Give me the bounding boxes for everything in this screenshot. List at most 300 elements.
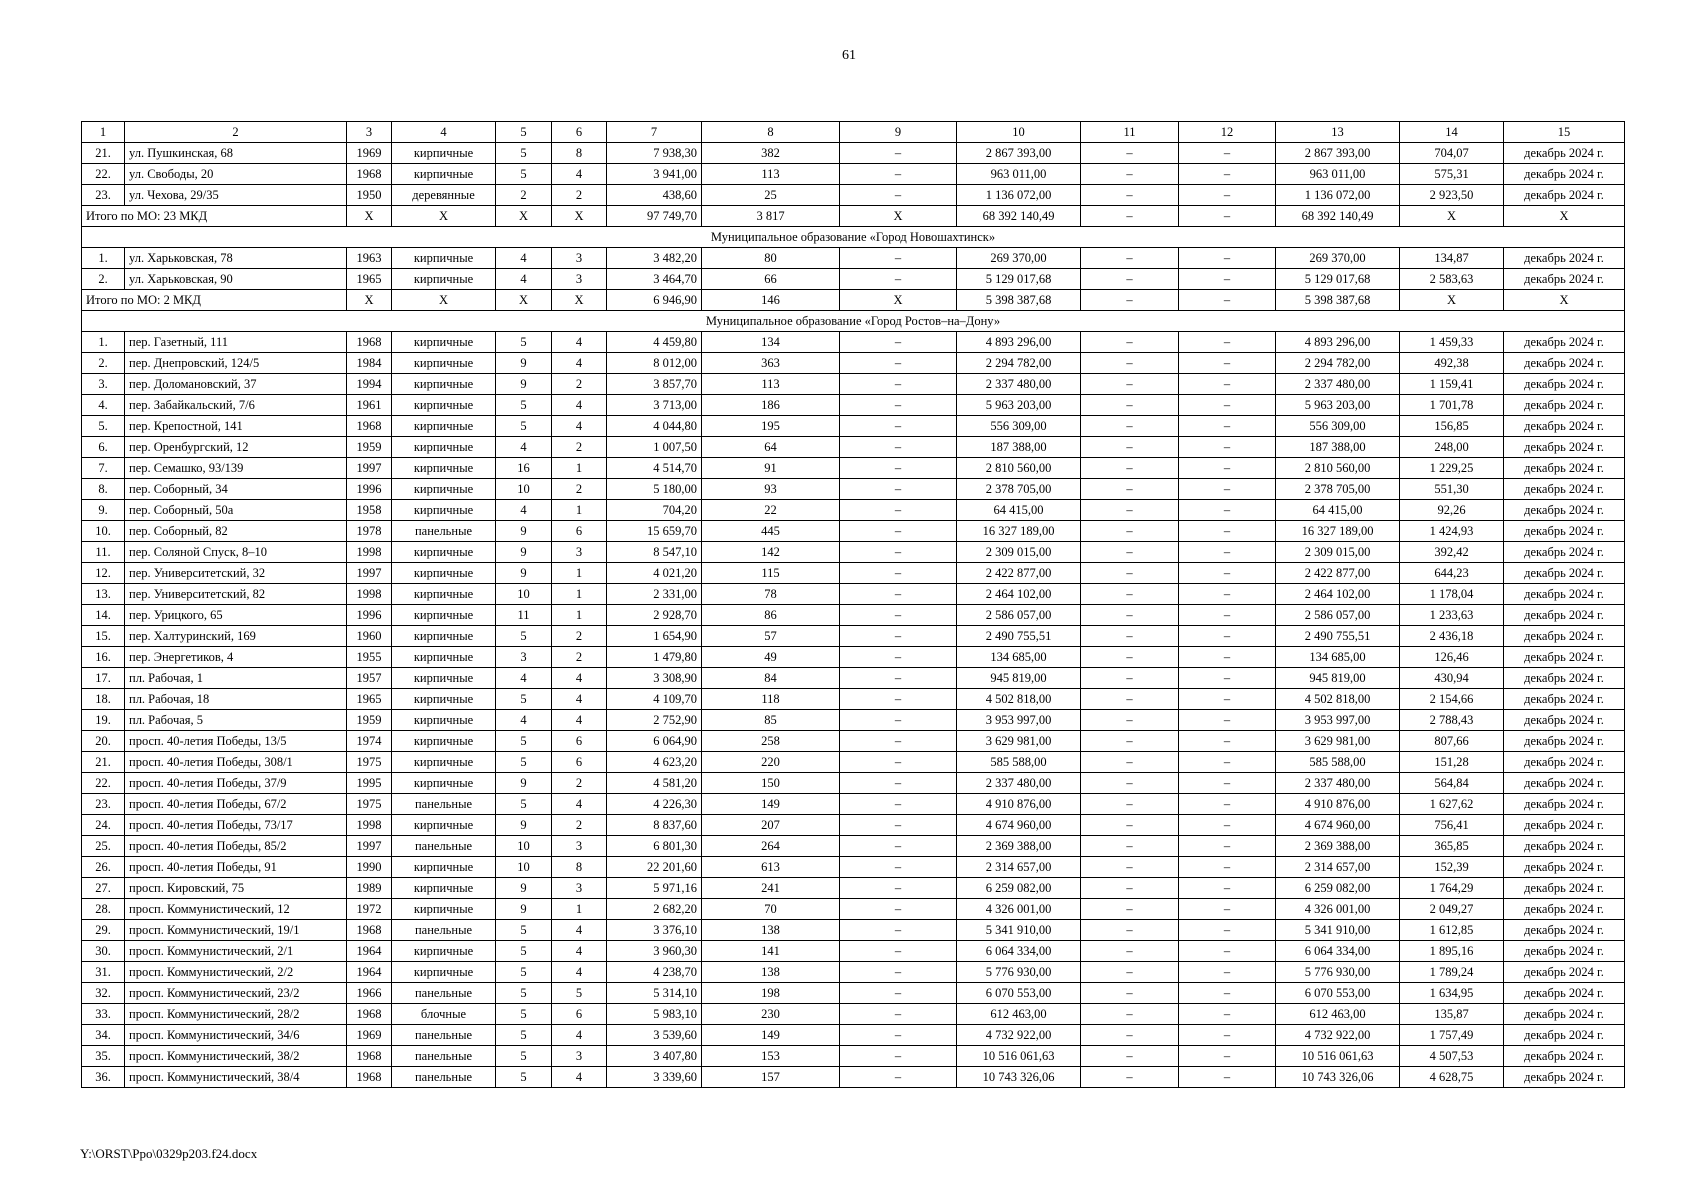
table-cell: блочные <box>392 1004 496 1025</box>
table-row <box>82 143 1625 164</box>
table-cell: 16 327 189,00 <box>957 521 1081 542</box>
table-cell: 4 <box>496 710 552 731</box>
table-cell: – <box>840 731 957 752</box>
table-cell: 2 369 388,00 <box>1276 836 1400 857</box>
table-row <box>82 878 1625 899</box>
table-cell: 945 819,00 <box>957 668 1081 689</box>
address-cell: просп. Коммунистический, 2/2 <box>125 962 347 983</box>
table-cell: 4 <box>496 437 552 458</box>
table-cell: декабрь 2024 г. <box>1504 794 1625 815</box>
table-cell: 4 <box>552 164 607 185</box>
table-cell: – <box>840 332 957 353</box>
table-cell: 6 259 082,00 <box>957 878 1081 899</box>
table-cell: – <box>1081 521 1179 542</box>
row-number-cell: 23. <box>82 794 125 815</box>
table-cell: – <box>1179 773 1276 794</box>
table-row <box>82 437 1625 458</box>
column-number-header: 5 <box>496 122 552 143</box>
row-number-cell: 2. <box>82 353 125 374</box>
table-cell: – <box>1081 374 1179 395</box>
table-cell: 1998 <box>347 542 392 563</box>
table-cell: 612 463,00 <box>1276 1004 1400 1025</box>
table-cell: 4 109,70 <box>607 689 702 710</box>
table-cell: 1 229,25 <box>1400 458 1504 479</box>
table-cell: 5 776 930,00 <box>1276 962 1400 983</box>
table-cell: 187 388,00 <box>957 437 1081 458</box>
table-cell: декабрь 2024 г. <box>1504 269 1625 290</box>
table-cell: – <box>1081 269 1179 290</box>
table-row <box>82 1004 1625 1025</box>
column-number-header: 14 <box>1400 122 1504 143</box>
table-cell: 6 <box>552 752 607 773</box>
table-cell: – <box>840 542 957 563</box>
table-cell: 5 <box>496 1046 552 1067</box>
table-cell: – <box>1179 437 1276 458</box>
address-cell: пер. Энергетиков, 4 <box>125 647 347 668</box>
table-cell: – <box>1081 248 1179 269</box>
table-cell: 1 627,62 <box>1400 794 1504 815</box>
table-cell: 4 <box>552 332 607 353</box>
table-cell: 85 <box>702 710 840 731</box>
table-cell: 2 <box>552 773 607 794</box>
table-cell: 5 <box>496 794 552 815</box>
table-row <box>82 1067 1625 1088</box>
table-cell: – <box>840 710 957 731</box>
address-cell: ул. Пушкинская, 68 <box>125 143 347 164</box>
table-cell: 5 129 017,68 <box>1276 269 1400 290</box>
table-cell: – <box>1081 962 1179 983</box>
table-cell: 64 <box>702 437 840 458</box>
table-cell: декабрь 2024 г. <box>1504 857 1625 878</box>
table-cell: 2 928,70 <box>607 605 702 626</box>
column-number-header: 2 <box>125 122 347 143</box>
table-cell: кирпичные <box>392 899 496 920</box>
table-cell: – <box>1081 395 1179 416</box>
table-cell: панельные <box>392 983 496 1004</box>
table-cell: 4 044,80 <box>607 416 702 437</box>
table-cell: – <box>840 689 957 710</box>
table-cell: 3 629 981,00 <box>957 731 1081 752</box>
row-number-cell: 21. <box>82 143 125 164</box>
address-cell: ул. Харьковская, 90 <box>125 269 347 290</box>
table-cell: 4 732 922,00 <box>957 1025 1081 1046</box>
table-cell: 2 <box>552 479 607 500</box>
table-cell: 4 502 818,00 <box>957 689 1081 710</box>
table-cell: 3 308,90 <box>607 668 702 689</box>
table-cell: – <box>1179 836 1276 857</box>
table-cell: – <box>1179 458 1276 479</box>
table-row <box>82 962 1625 983</box>
table-cell: 5 <box>496 626 552 647</box>
table-cell: декабрь 2024 г. <box>1504 563 1625 584</box>
table-cell: 2 422 877,00 <box>957 563 1081 584</box>
table-cell: – <box>840 626 957 647</box>
table-cell: 1 <box>552 899 607 920</box>
row-number-cell: 18. <box>82 689 125 710</box>
table-cell: 70 <box>702 899 840 920</box>
column-number-header: 7 <box>607 122 702 143</box>
table-cell: 1997 <box>347 836 392 857</box>
subtotal-cell: Х <box>840 206 957 227</box>
table-cell: декабрь 2024 г. <box>1504 920 1625 941</box>
table-cell: 8 <box>552 857 607 878</box>
table-cell: 8 012,00 <box>607 353 702 374</box>
table-cell: – <box>840 605 957 626</box>
table-cell: декабрь 2024 г. <box>1504 836 1625 857</box>
table-cell: – <box>840 185 957 206</box>
table-cell: – <box>840 521 957 542</box>
table-cell: 152,39 <box>1400 857 1504 878</box>
table-cell: 269 370,00 <box>1276 248 1400 269</box>
table-cell: 4 <box>552 416 607 437</box>
address-cell: просп. Коммунистический, 28/2 <box>125 1004 347 1025</box>
table-cell: 138 <box>702 962 840 983</box>
subtotal-label: Итого по МО: 2 МКД <box>82 290 347 311</box>
table-cell: 1950 <box>347 185 392 206</box>
subtotal-cell: 5 398 387,68 <box>1276 290 1400 311</box>
table-cell: – <box>840 962 957 983</box>
table-cell: 5 <box>496 941 552 962</box>
table-cell: – <box>1081 500 1179 521</box>
table-cell: 1965 <box>347 689 392 710</box>
table-cell: 3 <box>552 248 607 269</box>
table-cell: декабрь 2024 г. <box>1504 1025 1625 1046</box>
table-cell: 3 <box>552 1046 607 1067</box>
table-cell: 10 <box>496 584 552 605</box>
table-cell: 1978 <box>347 521 392 542</box>
column-number-header: 6 <box>552 122 607 143</box>
table-cell: 2 378 705,00 <box>957 479 1081 500</box>
table-cell: 195 <box>702 416 840 437</box>
table-cell: 585 588,00 <box>957 752 1081 773</box>
table-row <box>82 794 1625 815</box>
table-cell: 4 <box>552 1025 607 1046</box>
address-cell: пер. Оренбургский, 12 <box>125 437 347 458</box>
table-cell: декабрь 2024 г. <box>1504 605 1625 626</box>
table-cell: 220 <box>702 752 840 773</box>
table-row <box>82 332 1625 353</box>
table-cell: 1968 <box>347 1004 392 1025</box>
table-cell: 2 337 480,00 <box>957 773 1081 794</box>
table-row <box>82 353 1625 374</box>
table-cell: – <box>1179 1067 1276 1088</box>
table-cell: 3 <box>552 836 607 857</box>
table-cell: 4 326 001,00 <box>957 899 1081 920</box>
table-row <box>82 983 1625 1004</box>
table-cell: 186 <box>702 395 840 416</box>
row-number-cell: 27. <box>82 878 125 899</box>
table-cell: – <box>840 794 957 815</box>
table-cell: 6 <box>552 731 607 752</box>
table-cell: декабрь 2024 г. <box>1504 143 1625 164</box>
subtotal-cell: – <box>1081 206 1179 227</box>
subtotal-cell: 3 817 <box>702 206 840 227</box>
table-cell: 2 586 057,00 <box>957 605 1081 626</box>
table-cell: 3 482,20 <box>607 248 702 269</box>
table-cell: декабрь 2024 г. <box>1504 1046 1625 1067</box>
table-cell: 6 070 553,00 <box>1276 983 1400 1004</box>
table-cell: 5 <box>496 1067 552 1088</box>
table-cell: – <box>1081 899 1179 920</box>
table-cell: – <box>1081 815 1179 836</box>
table-cell: 5 <box>496 983 552 1004</box>
table-cell: 3 941,00 <box>607 164 702 185</box>
table-cell: 2 337 480,00 <box>957 374 1081 395</box>
table-cell: 2 <box>496 185 552 206</box>
table-cell: 445 <box>702 521 840 542</box>
table-cell: декабрь 2024 г. <box>1504 710 1625 731</box>
table-cell: – <box>1081 1046 1179 1067</box>
table-cell: – <box>1179 878 1276 899</box>
table-cell: 8 <box>552 143 607 164</box>
table-cell: 258 <box>702 731 840 752</box>
table-cell: 1994 <box>347 374 392 395</box>
table-cell: кирпичные <box>392 878 496 899</box>
table-cell: кирпичные <box>392 752 496 773</box>
subtotal-cell: Х <box>496 290 552 311</box>
table-cell: – <box>1081 626 1179 647</box>
table-cell: 156,85 <box>1400 416 1504 437</box>
table-cell: 187 388,00 <box>1276 437 1400 458</box>
row-number-cell: 1. <box>82 248 125 269</box>
table-cell: 4 502 818,00 <box>1276 689 1400 710</box>
address-cell: пл. Рабочая, 18 <box>125 689 347 710</box>
table-cell: – <box>840 983 957 1004</box>
table-cell: декабрь 2024 г. <box>1504 1004 1625 1025</box>
table-cell: кирпичные <box>392 857 496 878</box>
row-number-cell: 1. <box>82 332 125 353</box>
table-cell: 4 <box>552 689 607 710</box>
table-cell: 151,28 <box>1400 752 1504 773</box>
table-cell: кирпичные <box>392 584 496 605</box>
table-cell: декабрь 2024 г. <box>1504 542 1625 563</box>
table-row <box>82 920 1625 941</box>
table-cell: – <box>1179 605 1276 626</box>
table-row <box>82 374 1625 395</box>
table-cell: декабрь 2024 г. <box>1504 479 1625 500</box>
table-cell: 198 <box>702 983 840 1004</box>
table-cell: – <box>1081 542 1179 563</box>
table-cell: 3 857,70 <box>607 374 702 395</box>
table-cell: – <box>1081 458 1179 479</box>
table-cell: декабрь 2024 г. <box>1504 668 1625 689</box>
table-cell: кирпичные <box>392 689 496 710</box>
row-number-cell: 9. <box>82 500 125 521</box>
table-cell: 1996 <box>347 479 392 500</box>
table-cell: 1 <box>552 605 607 626</box>
table-cell: – <box>1081 332 1179 353</box>
table-cell: – <box>1179 962 1276 983</box>
address-cell: пер. Соборный, 34 <box>125 479 347 500</box>
table-cell: – <box>1179 416 1276 437</box>
table-cell: 4 910 876,00 <box>1276 794 1400 815</box>
table-cell: 113 <box>702 374 840 395</box>
table-cell: 4 <box>496 248 552 269</box>
table-cell: – <box>840 878 957 899</box>
subtotal-cell: Х <box>347 290 392 311</box>
table-cell: 4 021,20 <box>607 563 702 584</box>
table-cell: 91 <box>702 458 840 479</box>
table-cell: 9 <box>496 773 552 794</box>
table-cell: – <box>840 836 957 857</box>
table-cell: 1 <box>552 500 607 521</box>
table-cell: 3 376,10 <box>607 920 702 941</box>
table-row <box>82 521 1625 542</box>
table-cell: 3 960,30 <box>607 941 702 962</box>
table-cell: 704,20 <box>607 500 702 521</box>
column-number-header: 10 <box>957 122 1081 143</box>
row-number-cell: 12. <box>82 563 125 584</box>
table-cell: 365,85 <box>1400 836 1504 857</box>
table-cell: – <box>1179 920 1276 941</box>
subtotal-cell: 68 392 140,49 <box>957 206 1081 227</box>
table-cell: – <box>1081 164 1179 185</box>
table-cell: декабрь 2024 г. <box>1504 773 1625 794</box>
column-number-header: 15 <box>1504 122 1625 143</box>
table-cell: 2 752,90 <box>607 710 702 731</box>
table-cell: – <box>840 752 957 773</box>
table-cell: 585 588,00 <box>1276 752 1400 773</box>
table-cell: 141 <box>702 941 840 962</box>
table-cell: – <box>840 773 957 794</box>
table-cell: 1972 <box>347 899 392 920</box>
table-cell: – <box>840 584 957 605</box>
table-cell: 2 337 480,00 <box>1276 374 1400 395</box>
table-row <box>82 164 1625 185</box>
table-cell: 157 <box>702 1067 840 1088</box>
table-cell: – <box>1179 1046 1276 1067</box>
table-cell: 153 <box>702 1046 840 1067</box>
table-cell: 113 <box>702 164 840 185</box>
table-cell: декабрь 2024 г. <box>1504 647 1625 668</box>
row-number-cell: 19. <box>82 710 125 731</box>
table-cell: кирпичные <box>392 479 496 500</box>
table-cell: 2 682,20 <box>607 899 702 920</box>
table-cell: 1963 <box>347 248 392 269</box>
table-cell: – <box>1081 857 1179 878</box>
table-cell: 5 <box>552 983 607 1004</box>
column-number-header: 3 <box>347 122 392 143</box>
table-row <box>82 668 1625 689</box>
table-cell: – <box>840 920 957 941</box>
table-cell: декабрь 2024 г. <box>1504 521 1625 542</box>
table-cell: – <box>840 416 957 437</box>
table-row <box>82 605 1625 626</box>
address-cell: пер. Днепровский, 124/5 <box>125 353 347 374</box>
table-cell: – <box>1179 1004 1276 1025</box>
table-cell: 9 <box>496 878 552 899</box>
table-cell: 1961 <box>347 395 392 416</box>
table-cell: 5 <box>496 416 552 437</box>
table-cell: 492,38 <box>1400 353 1504 374</box>
table-cell: 25 <box>702 185 840 206</box>
table-cell: – <box>840 353 957 374</box>
table-cell: 6 801,30 <box>607 836 702 857</box>
table-cell: – <box>1179 710 1276 731</box>
table-cell: 4 <box>496 269 552 290</box>
table-cell: – <box>840 941 957 962</box>
table-cell: 2 464 102,00 <box>1276 584 1400 605</box>
table-row <box>82 815 1625 836</box>
table-row <box>82 1046 1625 1067</box>
table-cell: 2 314 657,00 <box>1276 857 1400 878</box>
table-row <box>82 731 1625 752</box>
table-cell: – <box>1179 584 1276 605</box>
table-cell: – <box>1179 794 1276 815</box>
table-cell: 2 <box>552 437 607 458</box>
table-cell: 2 422 877,00 <box>1276 563 1400 584</box>
address-cell: просп. Коммунистический, 38/2 <box>125 1046 347 1067</box>
table-cell: 10 516 061,63 <box>1276 1046 1400 1067</box>
table-cell: 10 <box>496 836 552 857</box>
table-cell: 704,07 <box>1400 143 1504 164</box>
table-cell: – <box>1081 836 1179 857</box>
table-cell: 2 867 393,00 <box>957 143 1081 164</box>
table-cell: 134,87 <box>1400 248 1504 269</box>
page-number: 61 <box>842 48 856 63</box>
subtotal-cell: Х <box>1504 290 1625 311</box>
table-cell: 6 <box>552 1004 607 1025</box>
table-cell: 1 007,50 <box>607 437 702 458</box>
table-cell: 149 <box>702 1025 840 1046</box>
table-cell: 4 507,53 <box>1400 1046 1504 1067</box>
table-cell: 5 129 017,68 <box>957 269 1081 290</box>
row-number-cell: 25. <box>82 836 125 857</box>
table-cell: 564,84 <box>1400 773 1504 794</box>
table-cell: – <box>840 1004 957 1025</box>
column-number-header: 13 <box>1276 122 1400 143</box>
column-number-header: 4 <box>392 122 496 143</box>
subtotal-cell: 5 398 387,68 <box>957 290 1081 311</box>
address-cell: просп. 40-летия Победы, 73/17 <box>125 815 347 836</box>
table-cell: декабрь 2024 г. <box>1504 752 1625 773</box>
subtotal-cell: Х <box>496 206 552 227</box>
table-cell: кирпичные <box>392 500 496 521</box>
table-row <box>82 479 1625 500</box>
table-row <box>82 626 1625 647</box>
table-cell: – <box>1081 1004 1179 1025</box>
header-row <box>82 122 1625 143</box>
table-cell: декабрь 2024 г. <box>1504 185 1625 206</box>
table-cell: – <box>1081 416 1179 437</box>
table-cell: – <box>1179 563 1276 584</box>
address-cell: пер. Газетный, 111 <box>125 332 347 353</box>
table-cell: – <box>1179 1025 1276 1046</box>
table-cell: кирпичные <box>392 374 496 395</box>
table-cell: 363 <box>702 353 840 374</box>
table-cell: 3 953 997,00 <box>957 710 1081 731</box>
table-cell: декабрь 2024 г. <box>1504 437 1625 458</box>
table-cell: – <box>1179 374 1276 395</box>
table-row <box>82 1025 1625 1046</box>
column-number-header: 9 <box>840 122 957 143</box>
table-cell: 1957 <box>347 668 392 689</box>
table-cell: кирпичные <box>392 542 496 563</box>
table-cell: кирпичные <box>392 962 496 983</box>
table-cell: 3 <box>552 878 607 899</box>
table-cell: – <box>1179 689 1276 710</box>
table-cell: 1 <box>552 458 607 479</box>
row-number-cell: 14. <box>82 605 125 626</box>
table-cell: 1998 <box>347 815 392 836</box>
table-cell: кирпичные <box>392 164 496 185</box>
address-cell: пер. Крепостной, 141 <box>125 416 347 437</box>
table-cell: кирпичные <box>392 248 496 269</box>
table-cell: кирпичные <box>392 353 496 374</box>
table-cell: 230 <box>702 1004 840 1025</box>
subtotal-cell: Х <box>392 290 496 311</box>
table-cell: – <box>1179 479 1276 500</box>
